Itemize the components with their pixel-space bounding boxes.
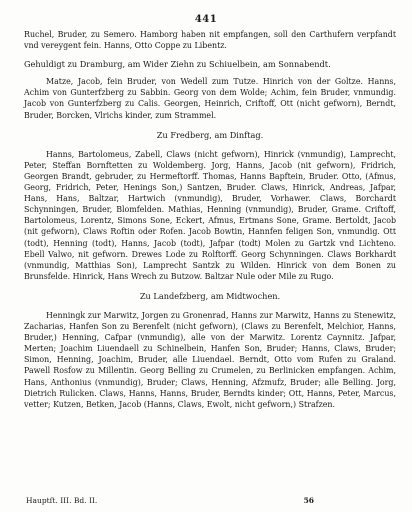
- section-text-fredberg: Hanns, Bartolomeus, Zabell, Claws (nicht gefworn), Hinrick (vnmundig), Lamprecht, Peter, Steffan Bornftetten zu Woldemberg. Jorg, Hanns, Jacob (nit gefworn), Fridrich, Georgen Brandt, gebruder, zu Hermeftorff. Thomas, Hanns Bapftein, Bruder. Otto, (Afmus, Georg, Fridrich, Peter, Henings Son,) Santzen, Bruder. Claws, Hinrick, Andreas, Jafpar, Hans, Hans, Baltzar, Hartwich (vnmundig), Bruder, Vorhawer. Claws, Borchardt Schynningen, Bruder, Blomfelden. Mathias, Henning (vnmundig), Bruder, Grame. Criftoff, Bartolomeus, Lorentz, Simons Sone, Eckert, Afmus, Ertmans Sone, Grame. Bertoldt, Jacob (nit gefworn), Claws Roftin oder Rofen. Jacob Bowtin, Hannfen feligen Son, vnmundig. Ott (todt), Henning (todt), Hanns, Jacob (todt), Jafpar (todt) Molen zu Gartzk vnd Lichteno. Ebell Valwo, nit gefworn. Drewes Lode zu Rolftorff. Georg Schynningen. Claws Borkhardt (vnmundig, Matthias Son), Lamprecht Santzk zu Wilden. Hinrick von dem Bonen zu Brunsfelde. Hinrick, Hans Wrech zu Butzow. Baltzar Nule oder Mile zu Rugo.: [24, 149, 396, 281]
- footer-sheet-number: 56: [303, 496, 314, 505]
- section-heading-dramburg: Gehuldigt zu Dramburg, am Wider Ziehn zu Schiuelbein, am Sonnabendt.: [24, 59, 331, 70]
- intro-paragraph: Ruchel, Bruder, zu Semero. Hamborg haben nit empfangen, soll den Carthufern verpfandt vnd vereygent fein. Hanns, Otto Coppe zu Libentz.: [24, 30, 396, 51]
- page-footer: [26, 496, 398, 508]
- page-body: [24, 29, 396, 410]
- section-heading-landesberg: Zu Landefzberg, am Midtwochen.: [139, 290, 281, 301]
- section-text-dramburg: Matze, Jacob, fein Bruder, von Wedell zum Tutze. Hinrich von der Goltze. Hanns, Achim von Gunterfzberg zu Sabbin. Georg von dem Wolde; Achim, fein Bruder, vnmundig. Jacob von Gunterfzberg zu Calis. Georgen, Heinrich, Criftoff, Ott (nicht gefworn), Berndt, Bruder, Borcken, Vlrichs kinder, zum Strammel.: [24, 77, 396, 120]
- footer-signature: Hauptſt. III. Bd. II.: [26, 496, 98, 505]
- page-number: 441: [194, 14, 218, 25]
- section-text-landesberg: Henningk zur Marwitz, Jorgen zu Gronenrad, Hanns zur Marwitz, Hanns zu Stenewitz, Zacharias, Hanfen Son zu Berenfelt (nicht gefworn), (Claws zu Berenfelt, Melchior, Hanns, Bruder,) Henning, Cafpar (vnmundig), alle von der Marwitz. Lorentz Caynnitz. Jafpar, Merten; Joachim Liuendaell zu Schinelbein, Hanfen Son, Bruder; Hanns, Claws, Bruder; Simon, Henning, Joachim, Bruder, alle Liuendael. Berndt, Otto vom Rufen zu Graland. Pawell Rosfow zu Millentin. Georg Belling zu Crumelen, zu Berlinicken empfangen. Achim, Hans, Anthonius (vnmundig), Bruder; Claws, Henning, Afzmufz, Bruder; alle Belling. Jorg, Dietrich Rulicken. Claws, Hanns, Hanns, Bruder, Berndts kinder; Ott, Hanns, Peter, Marcus, vetter; Kutzen, Betken, Jacob (Hanns, Claws, Ewolt, nicht gefworn,) Strafzen.: [24, 310, 396, 409]
- section-heading-fredberg: Zu Fredberg, am Dinftag.: [156, 129, 264, 140]
